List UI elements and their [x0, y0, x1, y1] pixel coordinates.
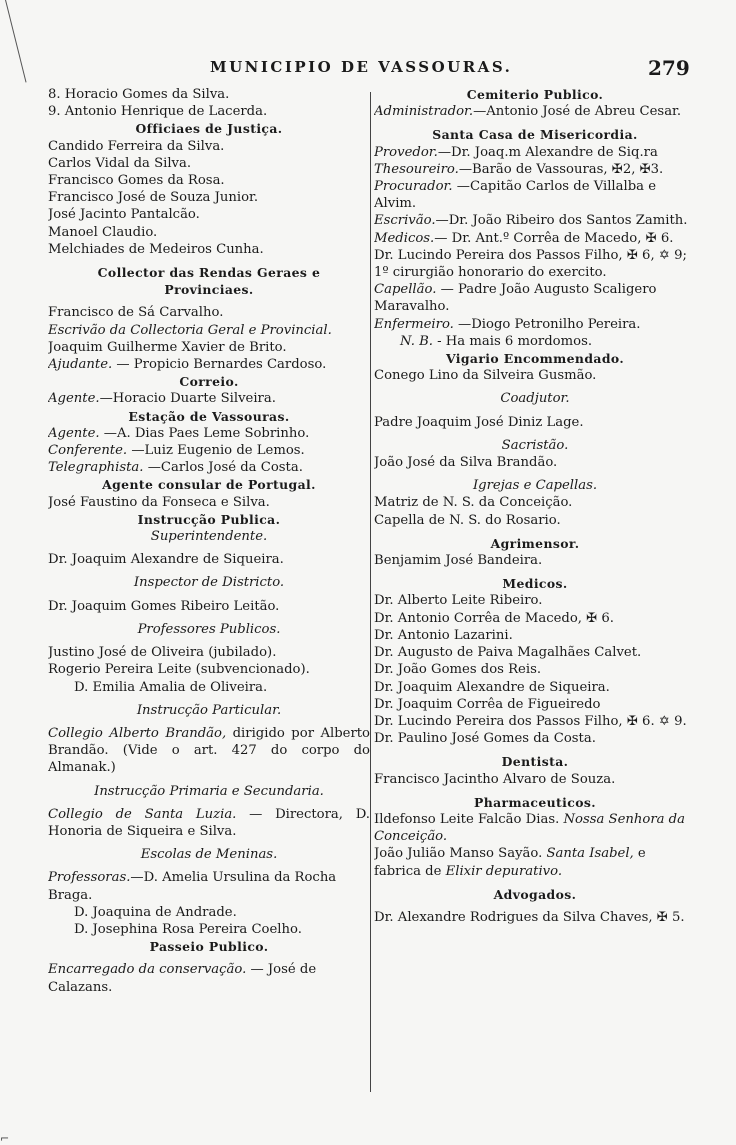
- section-heading: Correio.: [179, 374, 239, 390]
- list-item: D. Emilia Amalia de Oliveira.: [74, 679, 268, 695]
- person-name: João Julião Manso Sayão.: [374, 846, 543, 862]
- role-label: Thesoureiro.: [374, 161, 459, 177]
- section-heading: Pharmaceuticos.: [474, 794, 596, 810]
- shop-name: Nossa Senhora da Conceição.: [374, 811, 685, 845]
- list-item: D. Josephina Rosa Pereira Coelho.: [74, 921, 302, 937]
- section-heading: Officiaes de Justiça.: [135, 121, 283, 137]
- list-item: Conego Lino da Silveira Gusmão.: [374, 368, 597, 384]
- role-label: Agente.: [48, 391, 100, 407]
- list-item: D. Joaquina de Andrade.: [74, 904, 237, 920]
- list-item: Dr. Antonio Corrêa de Macedo, ✠ 6.: [374, 610, 614, 626]
- list-item: Dr. Joaquim Alexandre de Siqueira.: [48, 552, 284, 568]
- role-label: Enfermeiro.: [374, 316, 454, 332]
- corner-mark: ⌐: [0, 1132, 10, 1145]
- section-heading: Dentista.: [501, 754, 569, 770]
- column-divider: [370, 92, 371, 1092]
- person-name: — Dr. Ant.º Corrêa de Macedo, ✠ 6. Dr. Lucindo Pereira dos Passos Filho, ✠ 6, ✡ 9; 1º cirurgião honorario do exercito.: [374, 230, 687, 281]
- person-name: —Dr. Joaq.m Alexandre de Siq.ra: [437, 144, 658, 160]
- list-item: [374, 144, 696, 161]
- list-item: Dr. Joaquim Alexandre de Siqueira.: [374, 679, 610, 695]
- list-item: [48, 356, 370, 373]
- list-item: José Faustino da Fonseca e Silva.: [48, 494, 270, 510]
- role-label: Conferente.: [48, 443, 128, 459]
- entry-text: e fabrica de: [374, 846, 646, 879]
- list-item: [374, 230, 696, 282]
- list-item: José Jacinto Pantalcão.: [48, 207, 200, 223]
- role-label: Escrivão.: [374, 213, 436, 229]
- list-item: Matriz de N. S. da Conceição.: [374, 495, 573, 511]
- section-heading: Agente consular de Portugal.: [102, 477, 316, 493]
- section-heading: Agrimensor.: [490, 535, 580, 551]
- entry-text: - Ha mais 6 mordomos.: [432, 333, 593, 349]
- institution-name: Collegio Alberto Brandão,: [48, 725, 227, 741]
- subheading: Instrucção Particular.: [136, 702, 282, 718]
- list-item: Dr. Joaquim Corrêa de Figueiredo: [374, 696, 601, 712]
- subheading: Igrejas e Capellas.: [472, 478, 598, 494]
- list-item: [48, 806, 370, 840]
- section-heading: Passeio Publico.: [149, 939, 269, 955]
- person-name: —Carlos José da Costa.: [147, 460, 303, 476]
- section-heading: Estação de Vassouras.: [128, 408, 290, 424]
- list-item: [374, 103, 696, 120]
- list-item: Francisco José de Souza Junior.: [48, 190, 259, 206]
- list-item: [48, 459, 370, 476]
- section-heading: Advogados.: [493, 886, 577, 902]
- list-item: Candido Ferreira da Silva.: [48, 138, 225, 154]
- person-name: —A. Dias Paes Leme Sobrinho.: [103, 425, 310, 441]
- list-item: Padre Joaquim José Diniz Lage.: [374, 414, 584, 430]
- subheading: Coadjutor.: [500, 391, 570, 407]
- person-name: —D. Amelia Ursulina da Rocha Braga.: [48, 870, 337, 903]
- role-label: Procurador.: [374, 179, 453, 195]
- section-heading: Instrucção Publica.: [137, 511, 281, 527]
- list-item: Dr. Alberto Leite Ribeiro.: [374, 593, 543, 609]
- list-item: Dr. João Gomes dos Reis.: [374, 662, 542, 678]
- person-name: —Horacio Duarte Silveira.: [99, 391, 276, 407]
- shop-name: Santa Isabel,: [542, 846, 634, 862]
- list-item: Francisco Gomes da Rosa.: [48, 173, 225, 189]
- list-item: Carlos Vidal da Silva.: [48, 155, 192, 171]
- person-name: —Luiz Eugenio de Lemos.: [131, 443, 305, 459]
- list-item: Justino José de Oliveira (jubilado).: [48, 645, 277, 661]
- right-column: [374, 86, 696, 1144]
- product-name: Elixir depurativo.: [445, 863, 563, 879]
- subheading: Sacristão.: [501, 437, 569, 453]
- section-heading: Collector das Rendas Geraes e Provinciaes.: [97, 265, 321, 298]
- list-item: [374, 333, 696, 350]
- role-label: Ajudante.: [48, 357, 113, 373]
- list-item: [48, 961, 370, 995]
- person-name: — Propicio Bernardes Cardoso.: [116, 357, 327, 373]
- institution-name: Collegio de Santa Luzia.: [48, 806, 237, 822]
- person-name: —Barão de Vassouras, ✠2, ✠3.: [458, 161, 664, 177]
- role-label: N. B.: [400, 333, 433, 349]
- list-item: Dr. Joaquim Gomes Ribeiro Leitão.: [48, 598, 280, 614]
- list-item: [48, 442, 370, 459]
- list-item: Capella de N. S. do Rosario.: [374, 512, 561, 528]
- list-item: [374, 212, 696, 229]
- person-name: Ildefonso Leite Falcão Dias.: [374, 811, 560, 827]
- entry-text: dirigido por Alberto Brandão. (Vide o art. 427 do corpo do Almanak.): [48, 725, 370, 776]
- role-label: Professoras.: [48, 870, 131, 886]
- page-header: [0, 58, 736, 84]
- list-item: [48, 425, 370, 442]
- subheading: Instrucção Primaria e Secundaria.: [94, 783, 324, 799]
- list-item: Francisco Jacintho Alvaro de Souza.: [374, 771, 616, 787]
- role-label: Administrador.: [374, 104, 474, 120]
- list-item: [374, 161, 696, 178]
- person-name: —Capitão Carlos de Villalba e Alvim.: [374, 179, 657, 212]
- list-item: Dr. Augusto de Paiva Magalhães Calvet.: [374, 645, 642, 661]
- entry-text: — Directora, D. Honoria de Siqueira e Silva.: [48, 806, 370, 839]
- running-title: MUNICIPIO DE VASSOURAS.: [210, 58, 513, 76]
- subheading: Professores Publicos.: [137, 621, 281, 637]
- list-item: Benjamim José Bandeira.: [374, 553, 543, 569]
- list-item: [374, 811, 696, 845]
- list-item: [48, 869, 370, 903]
- list-item: [48, 390, 370, 407]
- role-label: Capellão.: [374, 282, 437, 298]
- list-item: [374, 281, 696, 315]
- list-item: Dr. Lucindo Pereira dos Passos Filho, ✠ 6. ✡ 9.: [374, 713, 687, 729]
- section-heading: Medicos.: [502, 576, 568, 592]
- section-heading: Cemiterio Publico.: [466, 87, 604, 102]
- subheading: Escolas de Meninas.: [140, 847, 278, 863]
- person-name: —Diogo Petronilho Pereira.: [453, 316, 641, 332]
- role-label: Encarregado da conservação.: [48, 962, 247, 978]
- list-item: Dr. Alexandre Rodrigues da Silva Chaves, ✠ 5.: [374, 909, 685, 925]
- list-item: Rogerio Pereira Leite (subvencionado).: [48, 662, 310, 678]
- role-label: Agente.: [48, 425, 100, 441]
- subheading: Inspector de Districto.: [133, 575, 285, 591]
- list-item: Melchiades de Medeiros Cunha.: [48, 241, 264, 257]
- list-item: [374, 845, 696, 879]
- list-item: [374, 316, 696, 333]
- section-heading: Santa Casa de Misericordia.: [432, 127, 638, 143]
- list-item: Dr. Paulino José Gomes da Costa.: [374, 731, 596, 747]
- section-heading: Vigario Encommendado.: [445, 351, 625, 367]
- page-number: 279: [648, 56, 690, 80]
- list-item: Dr. Antonio Lazarini.: [374, 627, 513, 643]
- role-label: Escrivão da Collectoria Geral e Provincial.: [48, 322, 332, 338]
- list-item: 9. Antonio Henrique de Lacerda.: [48, 104, 268, 120]
- list-item: Francisco de Sá Carvalho.: [48, 305, 224, 321]
- role-label: Provedor.: [374, 144, 438, 160]
- list-item: [374, 178, 696, 212]
- list-item: Joaquim Guilherme Xavier de Brito.: [48, 339, 287, 355]
- list-item: João José da Silva Brandão.: [374, 455, 558, 471]
- subheading: Superintendente.: [150, 529, 268, 545]
- role-label: Telegraphista.: [48, 460, 144, 476]
- person-name: — Padre João Augusto Scaligero Maravalho.: [374, 282, 657, 315]
- left-column: [48, 86, 370, 1144]
- role-label: Medicos.: [374, 230, 435, 246]
- person-name: —Antonio José de Abreu Cesar.: [473, 104, 682, 120]
- list-item: Manoel Claudio.: [48, 224, 158, 240]
- list-item: 8. Horacio Gomes da Silva.: [48, 87, 230, 102]
- person-name: —Dr. João Ribeiro dos Santos Zamith.: [435, 213, 688, 229]
- list-item: [48, 725, 370, 777]
- person-name: — José de Calazans.: [48, 962, 317, 995]
